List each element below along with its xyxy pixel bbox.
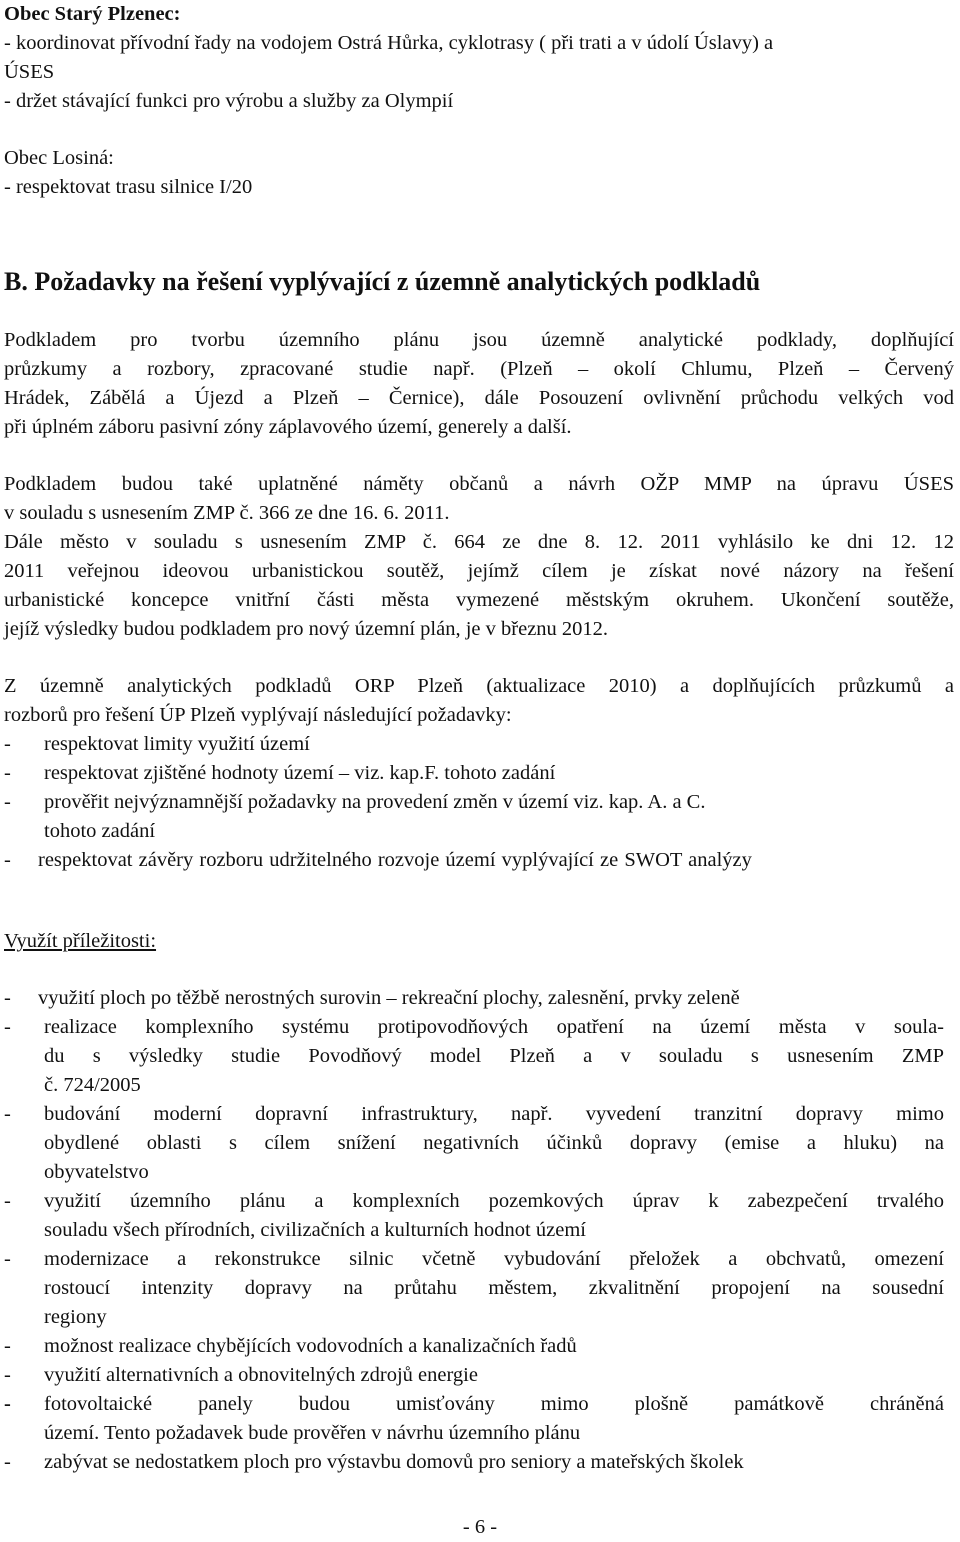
list-dash: - [4, 1248, 11, 1270]
list-item-line: obyvatelstvo [44, 1161, 149, 1183]
section-b-paragraph-2 [4, 470, 954, 528]
section-b-p1-line: Podkladem pro tvorbu územního plánu jsou územně analytické podklady, doplňující [4, 329, 954, 351]
list-item-line: respektovat limity využití území [44, 733, 310, 755]
list-item-line: využití ploch po těžbě nerostných surovin – rekreační plochy, zalesnění, prvky zeleně [38, 987, 740, 1009]
list-dash: - [4, 1190, 11, 1212]
list-item-line: území. Tento požadavek bude prověřen v návrhu územního plánu [44, 1422, 581, 1444]
list-item [4, 730, 954, 759]
list-dash: - [4, 791, 11, 813]
list-item [4, 1361, 954, 1390]
list-item [4, 846, 954, 875]
list-item-line: modernizace a rekonstrukce silnic včetně vybudování přeložek a obchvatů, omezení [44, 1248, 944, 1270]
list-item [4, 1332, 954, 1361]
section-b-heading: B. Požadavky na řešení vyplývající z územně analytických podkladů [4, 267, 761, 296]
list-dash: - [4, 1335, 11, 1357]
list-item [4, 759, 954, 788]
list-item-line: zabývat se nedostatkem ploch pro výstavbu domovů pro seniory a mateřských školek [44, 1451, 744, 1473]
list-item [4, 1187, 954, 1245]
list-dash: - [4, 1451, 11, 1473]
opportunities-heading: Využít příležitosti: [4, 930, 157, 952]
stary-plzenec-title: Obec Starý Plzenec: [4, 3, 181, 25]
list-item-line: rostoucí intenzity dopravy na průtahu městem, zkvalitnění propojení na sousední [44, 1277, 944, 1299]
list-dash: - [4, 1016, 11, 1038]
opportunities-list [4, 984, 954, 1477]
section-b-paragraph-3 [4, 528, 954, 644]
list-item-line: obydlené oblasti s cílem snížení negativních účinků dopravy (emise a hluku) na [44, 1132, 944, 1154]
section-b-p3-line: Dále město v souladu s usnesením ZMP č. 664 ze dne 8. 12. 2011 vyhlásilo ke dni 12. 12 [4, 531, 954, 553]
section-b-p3-line: jejíž výsledky budou podkladem pro nový územní plán, je v březnu 2012. [4, 618, 609, 640]
list-item-line: respektovat zjištěné hodnoty území – viz. kap.F. tohoto zadání [44, 762, 556, 784]
section-b-p3-line: 2011 veřejnou ideovou urbanistickou soutěž, jejímž cílem je získat nové názory na řešení [4, 560, 954, 582]
page-number: - 6 - [462, 1516, 498, 1538]
list-item-line: budování moderní dopravní infrastruktury, např. vyvedení tranzitní dopravy mimo [44, 1103, 944, 1125]
list-item-line: tohoto zadání [44, 820, 156, 842]
list-dash: - [4, 1364, 11, 1386]
list-item-line: regiony [44, 1306, 107, 1328]
list-item-line: souladu všech přírodních, civilizačních a kulturních hodnot území [44, 1219, 586, 1241]
section-b-p3-line: urbanistické koncepce vnitřní části města vymezené městským okruhem. Ukončení soutěže, [4, 589, 954, 611]
list-item [4, 1390, 954, 1448]
list-item-line: prověřit nejvýznamnější požadavky na provedení změn v území viz. kap. A. a C. [44, 791, 706, 813]
orp-list [4, 730, 954, 875]
list-dash: - [4, 849, 11, 871]
list-dash: - [4, 1393, 11, 1415]
orp-p1-line: Z územně analytických podkladů ORP Plzeň (aktualizace 2010) a doplňujících průzkumů a [4, 675, 954, 697]
list-item-line: možnost realizace chybějících vodovodních a kanalizačních řadů [44, 1335, 577, 1357]
list-item-line: respektovat závěry rozboru udržitelného rozvoje území vyplývající ze SWOT analýzy [38, 849, 752, 871]
section-b-p1-line: průzkumy a rozbory, zpracované studie např. (Plzeň – okolí Chlumu, Plzeň – Červený [4, 358, 954, 380]
list-item [4, 1100, 954, 1187]
list-item [4, 1245, 954, 1332]
section-b-p2-line: Podkladem budou také uplatněné náměty občanů a návrh OŽP MMP na úpravu ÚSES [4, 473, 954, 495]
section-b-p1-line: Hrádek, Zábělá a Újezd a Plzeň – Černice), dále Posouzení ovlivnění průchodu velkých vod [4, 387, 954, 409]
orp-paragraph [4, 672, 954, 730]
section-b-p1-line: při úplném záboru pasivní zóny záplavového území, generely a další. [4, 416, 572, 438]
list-dash: - [4, 733, 11, 755]
list-item [4, 984, 954, 1013]
section-losina [4, 144, 954, 202]
section-b-p2-line: v souladu s usnesením ZMP č. 366 ze dne 16. 6. 2011. [4, 502, 450, 524]
list-item-line: využití územního plánu a komplexních pozemkových úprav k zabezpečení trvalého [44, 1190, 944, 1212]
list-dash: - [4, 987, 11, 1009]
list-item-line: č. 724/2005 [44, 1074, 141, 1096]
losina-title: Obec Losiná: [4, 147, 114, 169]
list-item [4, 1448, 954, 1477]
list-dash: - [4, 762, 11, 784]
section-b-paragraph-1 [4, 326, 954, 442]
stary-plzenec-line-3: - držet stávající funkci pro výrobu a služby za Olympií [4, 90, 454, 112]
list-item [4, 1013, 954, 1100]
section-stary-plzenec [4, 0, 954, 116]
losina-line-1: - respektovat trasu silnice I/20 [4, 176, 253, 198]
list-item-line: du s výsledky studie Povodňový model Plzeň a v souladu s usnesením ZMP [44, 1045, 944, 1067]
list-item-line: realizace komplexního systému protipovodňových opatření na území města v soula- [44, 1016, 944, 1038]
list-item-line: využití alternativních a obnovitelných zdrojů energie [44, 1364, 478, 1386]
stary-plzenec-line-1: - koordinovat přívodní řady na vodojem Ostrá Hůrka, cyklotrasy ( při trati a v údolí Úslavy) a [4, 32, 774, 54]
stary-plzenec-line-2: ÚSES [4, 61, 55, 83]
list-item-line: fotovoltaické panely budou umisťovány mimo plošně památkově chráněná [44, 1393, 944, 1415]
list-item [4, 788, 954, 846]
list-dash: - [4, 1103, 11, 1125]
orp-p1-line: rozborů pro řešení ÚP Plzeň vyplývají následující požadavky: [4, 704, 512, 726]
